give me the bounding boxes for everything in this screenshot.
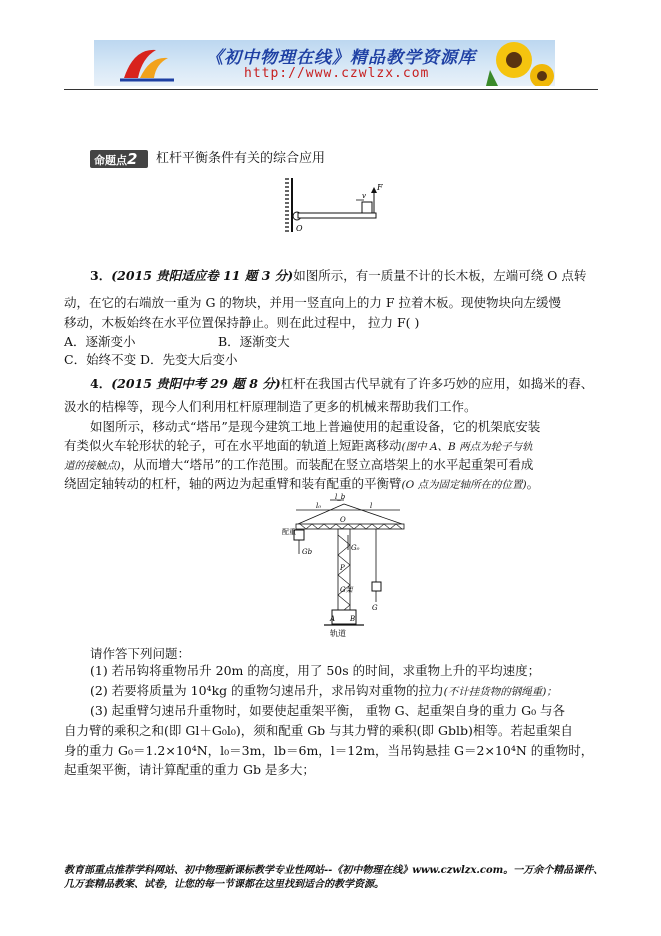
q4-text6c: 。 (526, 476, 540, 491)
question-3-line1: (3) 起重臂匀速吊升重物时，如要使起重架平衡， 重物 G、起重架自身的重力 G₀ 与各 (90, 703, 566, 718)
question-2 (90, 681, 557, 702)
question-2-note: (不计挂货物的钢绳重)； (443, 686, 557, 698)
question-2-text: (2) 若要将质量为 10⁴kg 的重物匀速吊升，求吊钩对重物的拉力 (90, 683, 444, 698)
q4-text1: 杠杆在我国古代早就有了许多巧妙的应用，如捣米的舂、 (280, 376, 594, 391)
label-B: B (350, 615, 356, 623)
sunflower-icon (486, 42, 554, 86)
q4-text5a: 道的接触点) (64, 460, 121, 472)
header-divider (64, 89, 598, 90)
label-G0: G₀ (351, 544, 360, 552)
q4-line1 (90, 374, 593, 394)
block (362, 202, 372, 213)
q4-line4 (64, 436, 533, 457)
lever-figure (284, 176, 384, 234)
q4-text6b: (O 点为固定轴所在的位置) (401, 479, 527, 491)
label-v: v (362, 192, 366, 200)
footer-line1: 教育部重点推荐学科网站、初中物理新课标教学专业性网站--《初中物理在线》www.czwlzx.com。一万余个精品课件、 (64, 865, 604, 876)
label-A: A (330, 615, 336, 623)
section-tag (90, 150, 148, 168)
banner-url[interactable]: http://www.czwlzx.com (244, 66, 430, 81)
load-block (372, 582, 381, 591)
label-P: P (340, 564, 345, 572)
q4-line3: 如图所示，移动式“塔吊”是现今建筑工地上普遍使用的起重设备，它的机架底安装 (90, 419, 541, 434)
label-peizhong: 配重 (282, 528, 296, 536)
lever-board (298, 213, 376, 218)
q3-text1: 如图所示，有一质量不计的长木板，左端可绕 O 点转 (293, 268, 587, 283)
label-Gjia: G架 (340, 586, 353, 594)
section-heading: 杠杆平衡条件有关的综合应用 (156, 151, 326, 166)
q4-text4b: (图中 A、B 两点为轮子与轨 (401, 441, 533, 453)
section-tag-number: 2 (127, 150, 138, 168)
question-3-line2: 自力臂的乘积之和(即 Gl＋G₀l₀)，须和配重 Gb 与其力臂的乘积(即 Gblb)相等。若起重架自 (64, 723, 573, 738)
q4-source: (2015 贵阳中考 29 题 8 分) (111, 376, 281, 391)
banner-title: 《初中物理在线》精品教学资源库 (206, 48, 476, 68)
q4-text6a: 绕固定轴转动的杠杆，轴的两边为起重臂和装有配重的平衡臂 (64, 476, 402, 491)
section-tag-label: 命题点 (94, 154, 127, 167)
jib (296, 524, 404, 529)
question-1: (1) 若吊钩将重物吊升 20m 的高度，用了 50s 的时间，求重物上升的平均速度； (90, 663, 541, 678)
q4-number: 4． (90, 376, 112, 391)
q3-line3: 移动，木板始终在水平位置保持静止。则在此过程中， 拉力 F( ) (64, 315, 420, 330)
label-l: l (370, 502, 373, 510)
questions-intro: 请作答下列问题： (90, 646, 191, 661)
q3-source: (2015 贵阳适应卷 11 题 3 分) (111, 268, 294, 283)
q4-line5 (64, 455, 533, 476)
question-3-line3: 身的重力 G₀＝1.2×10⁴N，l₀＝3m，lb＝6m，l＝12m，当吊钩悬挂 G＝2×10⁴N 的重物时， (64, 743, 594, 758)
label-guidao: 轨道 (330, 629, 346, 638)
q3-option-cd: C．始终不变 D．先变大后变小 (64, 352, 238, 367)
question-3-line4: 起重架平衡，请计算配重的重力 Gb 是多大； (64, 762, 315, 777)
label-O: O (340, 516, 346, 524)
label-F: F (377, 183, 383, 192)
q4-text4a: 有类似火车轮形状的轮子，可在水平地面的轨道上短距离移动 (64, 438, 402, 453)
label-O: O (296, 224, 303, 233)
q3-number: 3． (90, 268, 112, 283)
label-lb: l_b (335, 493, 346, 501)
footer-line2: 几万套精品教案、试卷，让您的每一节课都在这里找到适合的教学资源。 (64, 879, 384, 890)
q3-line1 (90, 266, 586, 286)
cable-right (344, 504, 402, 524)
q4-line2: 汲水的桔槔等，现今人们利用杠杆原理制造了更多的机械来帮助我们工作。 (64, 399, 477, 414)
label-l0: l₀ (316, 502, 322, 510)
q3-option-a: A．逐渐变小 (64, 334, 136, 349)
q3-line2: 动，在它的右端放一重为 G 的物块，并用一竖直向上的力 F 拉着木板。现使物块向左缓慢 (64, 295, 562, 310)
header-banner (94, 40, 555, 86)
q4-text5b: ，从而增大“塔吊”的工作范围。而装配在竖立高塔架上的水平起重架可看成 (120, 457, 534, 472)
label-G: G (372, 604, 378, 612)
label-Gb: Gb (302, 548, 313, 556)
q3-option-b: B．逐渐变大 (218, 334, 290, 349)
tower-crane-figure (280, 490, 405, 640)
logo-icon (120, 50, 174, 80)
